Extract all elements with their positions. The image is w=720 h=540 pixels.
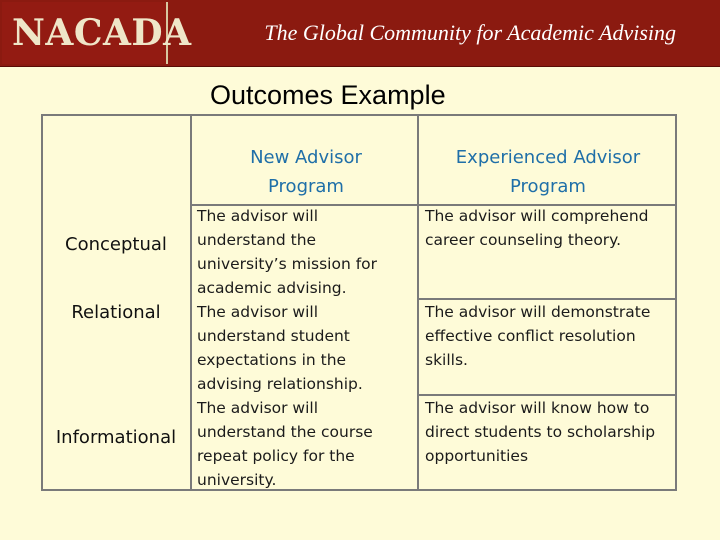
experienced-advisor-relational: The advisor will demonstrate effective conflict resolution skills. [425,303,651,369]
table-divider [190,114,192,491]
experienced-advisor-informational: The advisor will know how to direct students to scholarship opportunities [425,399,656,465]
new-advisor-conceptual: The advisor will understand the university’s mission for academic advising. [197,207,378,297]
column-header-new-advisor: New Advisor Program [250,147,362,197]
row-label-informational: Informational [55,427,177,448]
page-title: Outcomes Example [210,80,446,110]
logo [2,2,192,64]
table-divider [417,114,419,491]
row-label-relational: Relational [71,302,161,323]
new-advisor-informational: The advisor will understand the course repeat policy for the university. [197,399,373,489]
row-label-conceptual: Conceptual [65,234,167,255]
logo-text: NACADA [12,12,192,54]
new-advisor-relational: The advisor will understand student expectations in the advising relationship. [197,303,363,393]
column-header-experienced-advisor: Experienced Advisor Program [455,147,641,197]
experienced-advisor-conceptual: The advisor will comprehend career counseling theory. [425,207,649,249]
header-bar [0,0,720,67]
tagline: The Global Community for Academic Advising [264,20,676,45]
